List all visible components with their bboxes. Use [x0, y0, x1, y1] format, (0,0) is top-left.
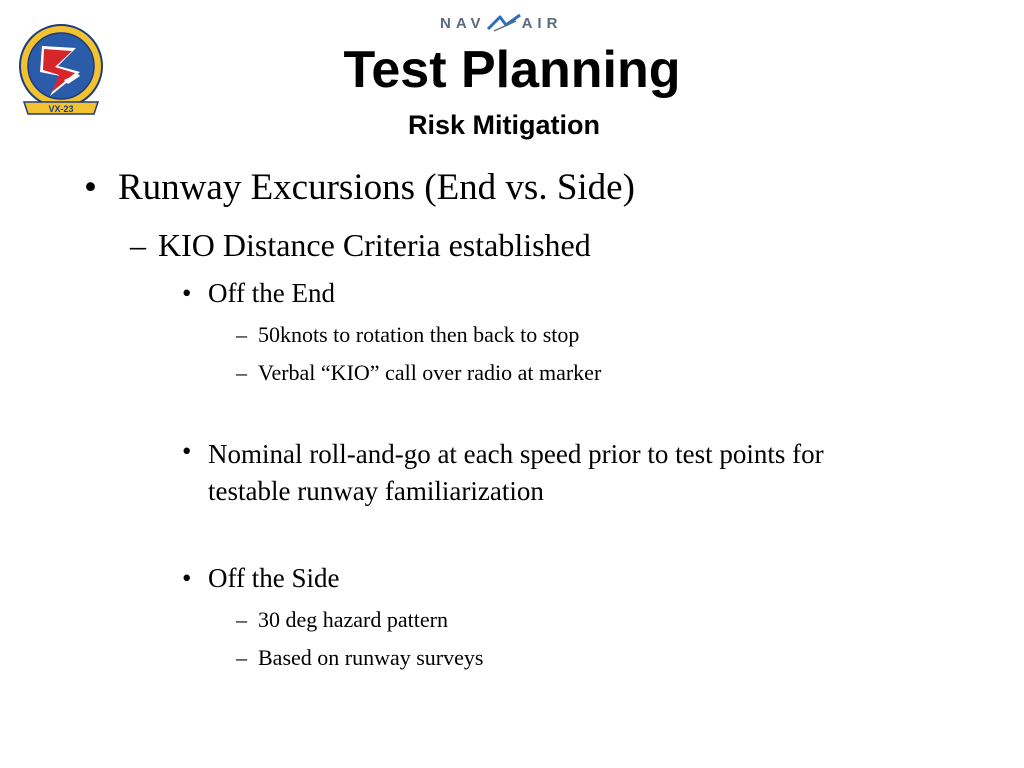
item-off-the-end [182, 278, 335, 309]
bullet-marker: • [84, 167, 97, 208]
navair-swoosh-icon [486, 13, 522, 33]
page-subtitle: Risk Mitigation [407, 110, 600, 140]
page-title: Test Planning [343, 41, 681, 99]
bullet-marker: • [182, 563, 192, 593]
item-text: Off the End [208, 278, 335, 308]
patch-banner-text: VX-23 [48, 104, 74, 114]
bullet-marker: • [182, 278, 192, 308]
bullet-runway-excursions [84, 166, 635, 209]
bullet-marker: • [182, 436, 192, 466]
detail-30deg-hazard [236, 607, 448, 633]
dash-marker: – [130, 227, 146, 263]
item-off-the-side [182, 563, 339, 594]
wordmark-left-text: NAV [440, 14, 486, 32]
bullet-text: Runway Excursions (End vs. Side) [118, 167, 635, 208]
detail-text: 30 deg hazard pattern [258, 607, 448, 632]
detail-text: Verbal “KIO” call over radio at marker [258, 360, 602, 385]
detail-50knots [236, 322, 579, 348]
dash-marker: – [236, 607, 247, 632]
wordmark-right-text: AIR [521, 14, 563, 32]
subbullet-text: KIO Distance Criteria established [158, 227, 591, 263]
item-text: Nominal roll-and-go at each speed prior to test points for testable runway familiarization [208, 439, 824, 506]
navair-wordmark [440, 12, 562, 34]
item-text: Off the Side [208, 563, 340, 593]
detail-text: Based on runway surveys [258, 645, 484, 670]
detail-text: 50knots to rotation then back to stop [258, 322, 580, 347]
detail-verbal-kio [236, 360, 601, 386]
item-nominal-roll-and-go [182, 436, 868, 510]
subbullet-kio-criteria [130, 227, 591, 264]
dash-marker: – [236, 360, 247, 385]
detail-runway-surveys [236, 645, 483, 671]
dash-marker: – [236, 322, 247, 347]
dash-marker: – [236, 645, 247, 670]
